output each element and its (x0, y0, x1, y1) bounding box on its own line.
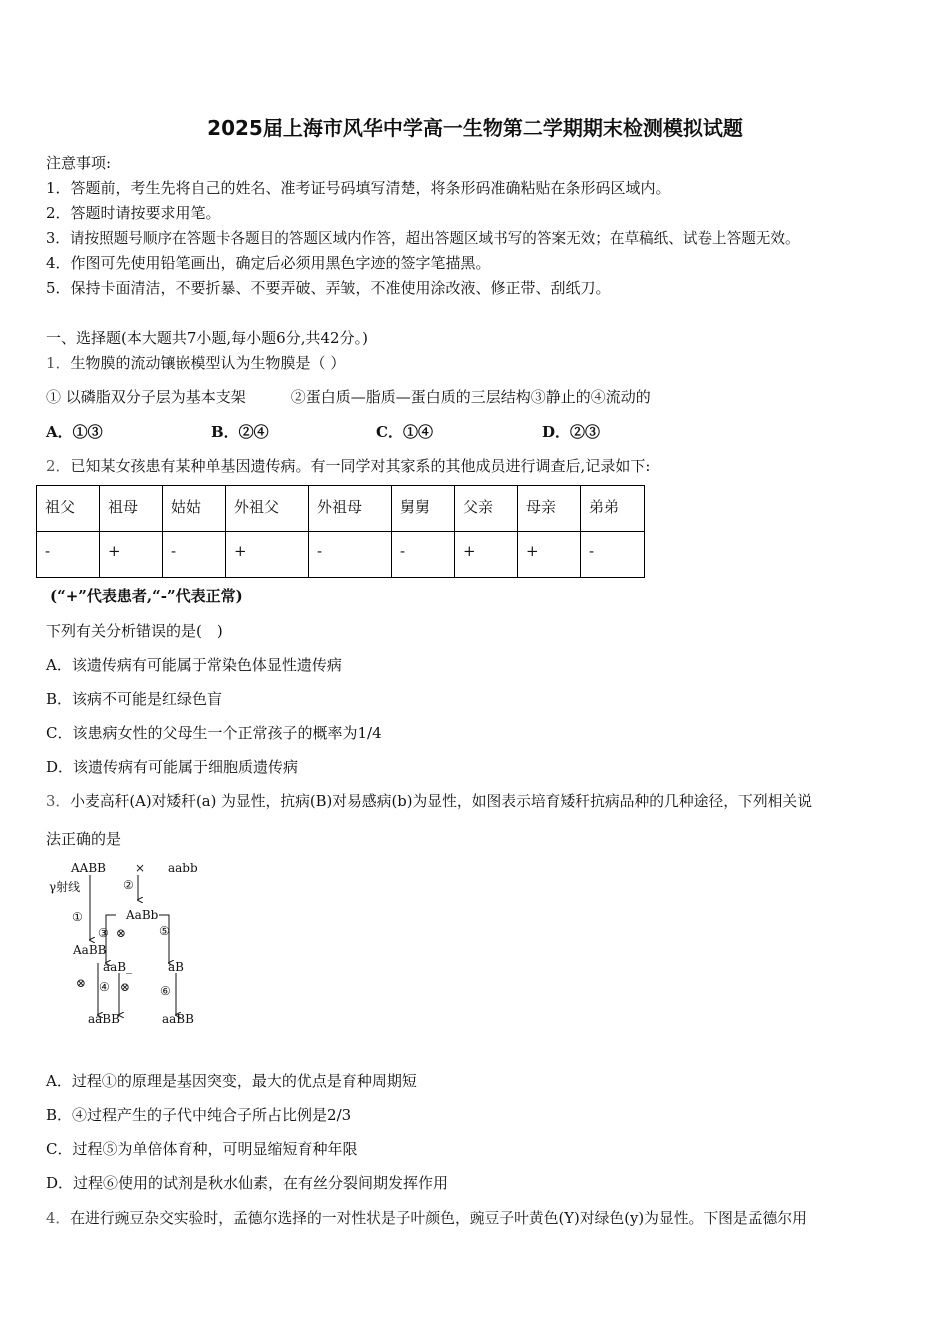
q1-statement: ① 以磷脂双分子层为基本支架 ②蛋白质—脂质—蛋白质的三层结构③静止的④流动的 (46, 388, 651, 406)
self-cross-icon: ⊗ (120, 980, 131, 994)
result-1: aaBB (88, 1012, 120, 1026)
table-header: 祖母 (100, 486, 163, 532)
table-header: 祖父 (37, 486, 100, 532)
question-number: 3． (46, 793, 71, 810)
table-row (37, 532, 645, 578)
q1-option-d: D．②③ (542, 423, 601, 441)
q1-option-a: A．①③ (46, 423, 103, 441)
table-header: 外祖父 (226, 486, 309, 532)
question-stem: 已知某女孩患有某种单基因遗传病。有一同学对其家系的其他成员进行调查后,记录如下: (70, 457, 651, 475)
question-stem: 小麦高秆(A)对矮秆(a) 为显性，抗病(B)对易感病(b)为显性，如图表示培育矮秆抗病品种的几种途径，下列相关说 (70, 793, 813, 810)
table-header: 父亲 (455, 486, 518, 532)
table-header: 舅舅 (392, 486, 455, 532)
section-heading: 一、选择题(本大题共7小题,每小题6分,共42分。) (46, 329, 368, 347)
question-4 (46, 1207, 807, 1228)
question-1 (46, 352, 345, 373)
table-header: 姑姑 (163, 486, 226, 532)
table-cell: - (581, 532, 645, 578)
step-2: ② (123, 878, 134, 892)
question-number: 4． (46, 1210, 71, 1227)
notice-item: 5．保持卡面清洁，不要折暴、不要弄破、弄皱，不准使用涂改液、修正带、刮纸刀。 (46, 279, 611, 297)
table-cell: - (37, 532, 100, 578)
question-2 (46, 455, 650, 476)
f2: aaB_ (103, 960, 133, 974)
q2-option-a: A．该遗传病有可能属于常染色体显性遗传病 (46, 656, 342, 674)
notice-item: 2．答题时请按要求用笔。 (46, 204, 221, 222)
f1: AaBb (126, 908, 159, 922)
arrow-line (159, 915, 169, 963)
result-2: aaBB (162, 1012, 194, 1026)
notice-item: 1．答题前，考生先将自己的姓名、准考证号码填写清楚，将条形码准确粘贴在条形码区域内。 (46, 179, 671, 197)
notice-item: 3．请按照题号顺序在答题卡各题目的答题区域内作答，超出答题区域书写的答案无效；在草稿纸、试卷上答题无效。 (46, 230, 800, 247)
question-3 (46, 790, 812, 811)
table-header: 母亲 (518, 486, 581, 532)
q1-option-c: C．①④ (376, 423, 433, 441)
table-cell: + (518, 532, 581, 578)
parent-1: AABB (71, 861, 106, 875)
q3-option-d: D．过程⑥使用的试剂是秋水仙素，在有丝分裂间期发挥作用 (46, 1174, 449, 1192)
table-legend: (“+”代表患者,“-”代表正常) (50, 587, 243, 605)
table-cell: + (226, 532, 309, 578)
q2-question: 下列有关分析错误的是( ) (46, 622, 223, 640)
parent-2: aabb (168, 861, 198, 875)
q3-option-a: A．过程①的原理是基因突变，最大的优点是育种周期短 (46, 1072, 417, 1090)
step-5: ⑤ (159, 924, 170, 938)
table-cell: - (392, 532, 455, 578)
q2-option-d: D．该遗传病有可能属于细胞质遗传病 (46, 758, 299, 776)
q2-option-b: B．该病不可能是红绿色盲 (46, 690, 223, 708)
step-1: ① (72, 910, 83, 924)
mutant: AaBB (73, 943, 107, 957)
notice-heading: 注意事项: (46, 154, 112, 172)
question-number: 2． (46, 457, 71, 475)
step-3: ③ (98, 926, 109, 940)
table-cell: - (163, 532, 226, 578)
step-4: ④ (99, 980, 110, 994)
gamma-ray-label: γ射线 (49, 880, 81, 894)
table-cell: + (100, 532, 163, 578)
self-cross-icon: ⊗ (76, 976, 87, 990)
cross-sign: × (135, 861, 146, 875)
question-stem: 在进行豌豆杂交实验时，孟德尔选择的一对性状是子叶颜色，豌豆子叶黄色(Y)对绿色(y)为显性。下图是孟德尔用 (70, 1210, 807, 1227)
table-cell: + (455, 532, 518, 578)
table-header: 弟弟 (581, 486, 645, 532)
question-stem: 生物膜的流动镶嵌模型认为生物膜是（ ） (70, 354, 346, 372)
q3-option-c: C．过程⑤为单倍体育种，可明显缩短育种年限 (46, 1140, 358, 1158)
notice-item: 4．作图可先使用铅笔画出，确定后必须用黑色字迹的签字笔描黑。 (46, 254, 491, 272)
table-cell: - (309, 532, 392, 578)
breeding-diagram (46, 855, 216, 1035)
haploid: aB (168, 960, 184, 974)
question-number: 1． (46, 354, 71, 372)
q1-option-b: B．②④ (211, 423, 269, 441)
q3-stem-line2: 法正确的是 (46, 830, 122, 848)
q3-option-b: B．④过程产生的子代中纯合子所占比例是2/3 (46, 1106, 352, 1124)
page-title: 2025届上海市风华中学高一生物第二学期期末检测模拟试题 (207, 116, 743, 140)
table-header: 外祖母 (309, 486, 392, 532)
pedigree-table (36, 485, 645, 578)
self-cross-icon: ⊗ (116, 926, 127, 940)
q2-option-c: C．该患病女性的父母生一个正常孩子的概率为1/4 (46, 724, 382, 742)
table-header-row (37, 486, 645, 532)
step-6: ⑥ (160, 984, 171, 998)
